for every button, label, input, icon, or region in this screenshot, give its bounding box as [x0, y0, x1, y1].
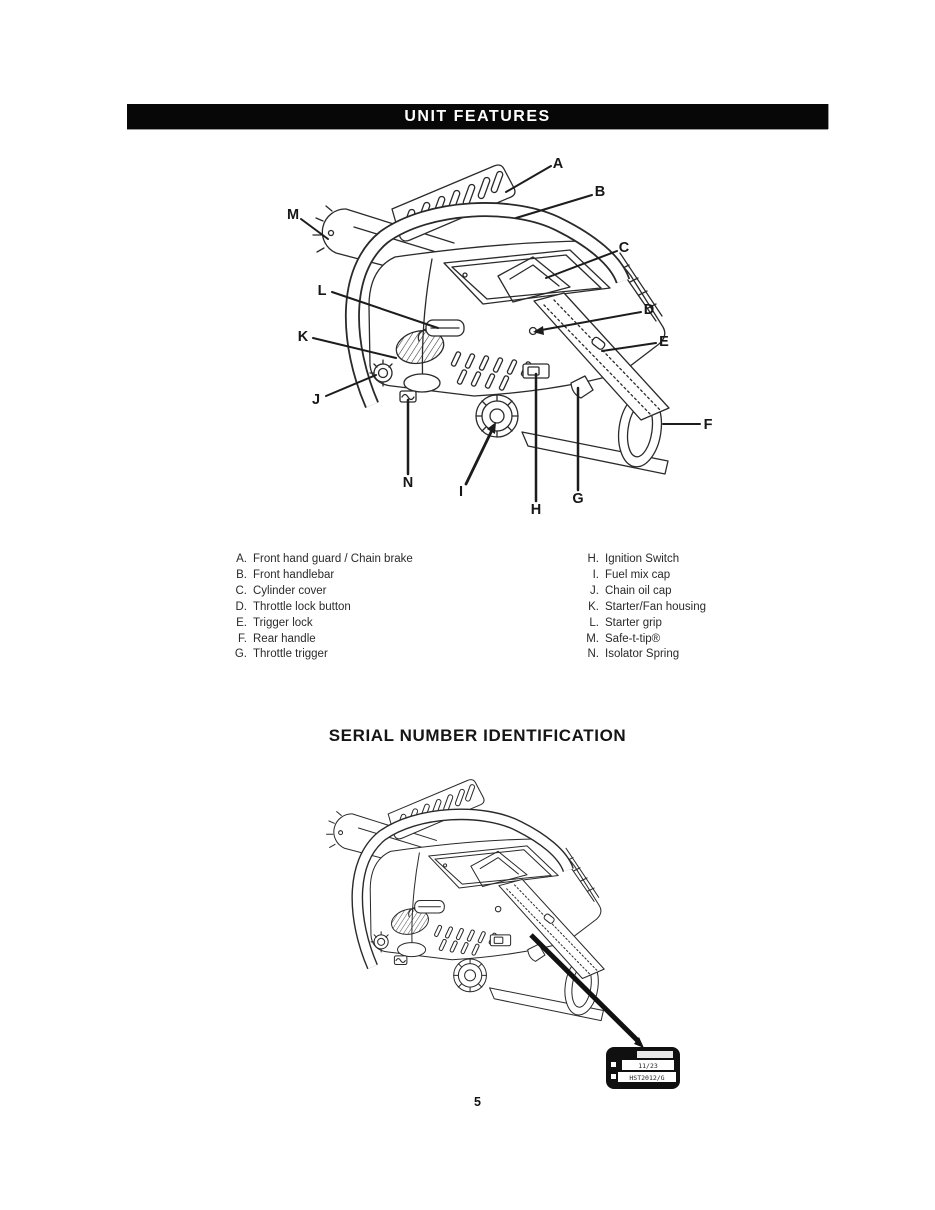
- callout-letter-m: M: [286, 207, 300, 223]
- callout-letter-e: E: [659, 334, 669, 350]
- list-item: G. Throttle trigger: [234, 648, 328, 661]
- list-item: C. Cylinder cover: [235, 584, 327, 597]
- list-item: H. Ignition Switch: [587, 553, 680, 565]
- parts-list-left: [228, 552, 413, 663]
- list-item: D. Throttle lock button: [235, 600, 351, 613]
- callout-letter-i: I: [458, 484, 464, 500]
- callout-letter-d: D: [643, 302, 655, 318]
- callout-letter-j: J: [311, 392, 321, 408]
- serial-plate-line1: 11/23: [638, 1062, 658, 1070]
- serial-number-diagram: [300, 768, 720, 1098]
- list-item: E. Trigger lock: [236, 616, 313, 629]
- list-item: N. Isolator Spring: [587, 648, 680, 661]
- callout-letter-a: A: [552, 156, 564, 172]
- list-item: A. Front hand guard / Chain brake: [236, 553, 413, 565]
- list-item: I. Fuel mix cap: [592, 568, 671, 581]
- serial-number-heading: SERIAL NUMBER IDENTIFICATION: [328, 726, 627, 745]
- serial-plate-line2: HST2012/G: [629, 1074, 665, 1082]
- callout-letter-f: F: [703, 417, 713, 433]
- callout-letter-g: G: [572, 491, 584, 507]
- callout-letter-h: H: [530, 502, 542, 518]
- callout-letter-n: N: [402, 475, 414, 491]
- callout-letter-b: B: [594, 184, 606, 200]
- callout-letter-c: C: [618, 240, 630, 256]
- list-item: M. Safe-t-tip®: [586, 632, 661, 645]
- callout-letter-k: K: [297, 329, 309, 345]
- section-header-bar: [127, 104, 828, 129]
- serial-number-plate: [606, 1047, 680, 1089]
- parts-list-right: [583, 552, 706, 663]
- unit-features-diagram: [270, 145, 730, 530]
- list-item: L. Starter grip: [589, 616, 662, 629]
- list-item: J. Chain oil cap: [590, 584, 672, 597]
- page-title: UNIT FEATURES: [404, 108, 551, 125]
- list-item: F. Rear handle: [238, 632, 316, 645]
- list-item: B. Front handlebar: [236, 568, 335, 581]
- list-item: K. Starter/Fan housing: [588, 600, 707, 613]
- callout-letter-l: L: [317, 283, 327, 299]
- page-number: 5: [474, 1095, 481, 1109]
